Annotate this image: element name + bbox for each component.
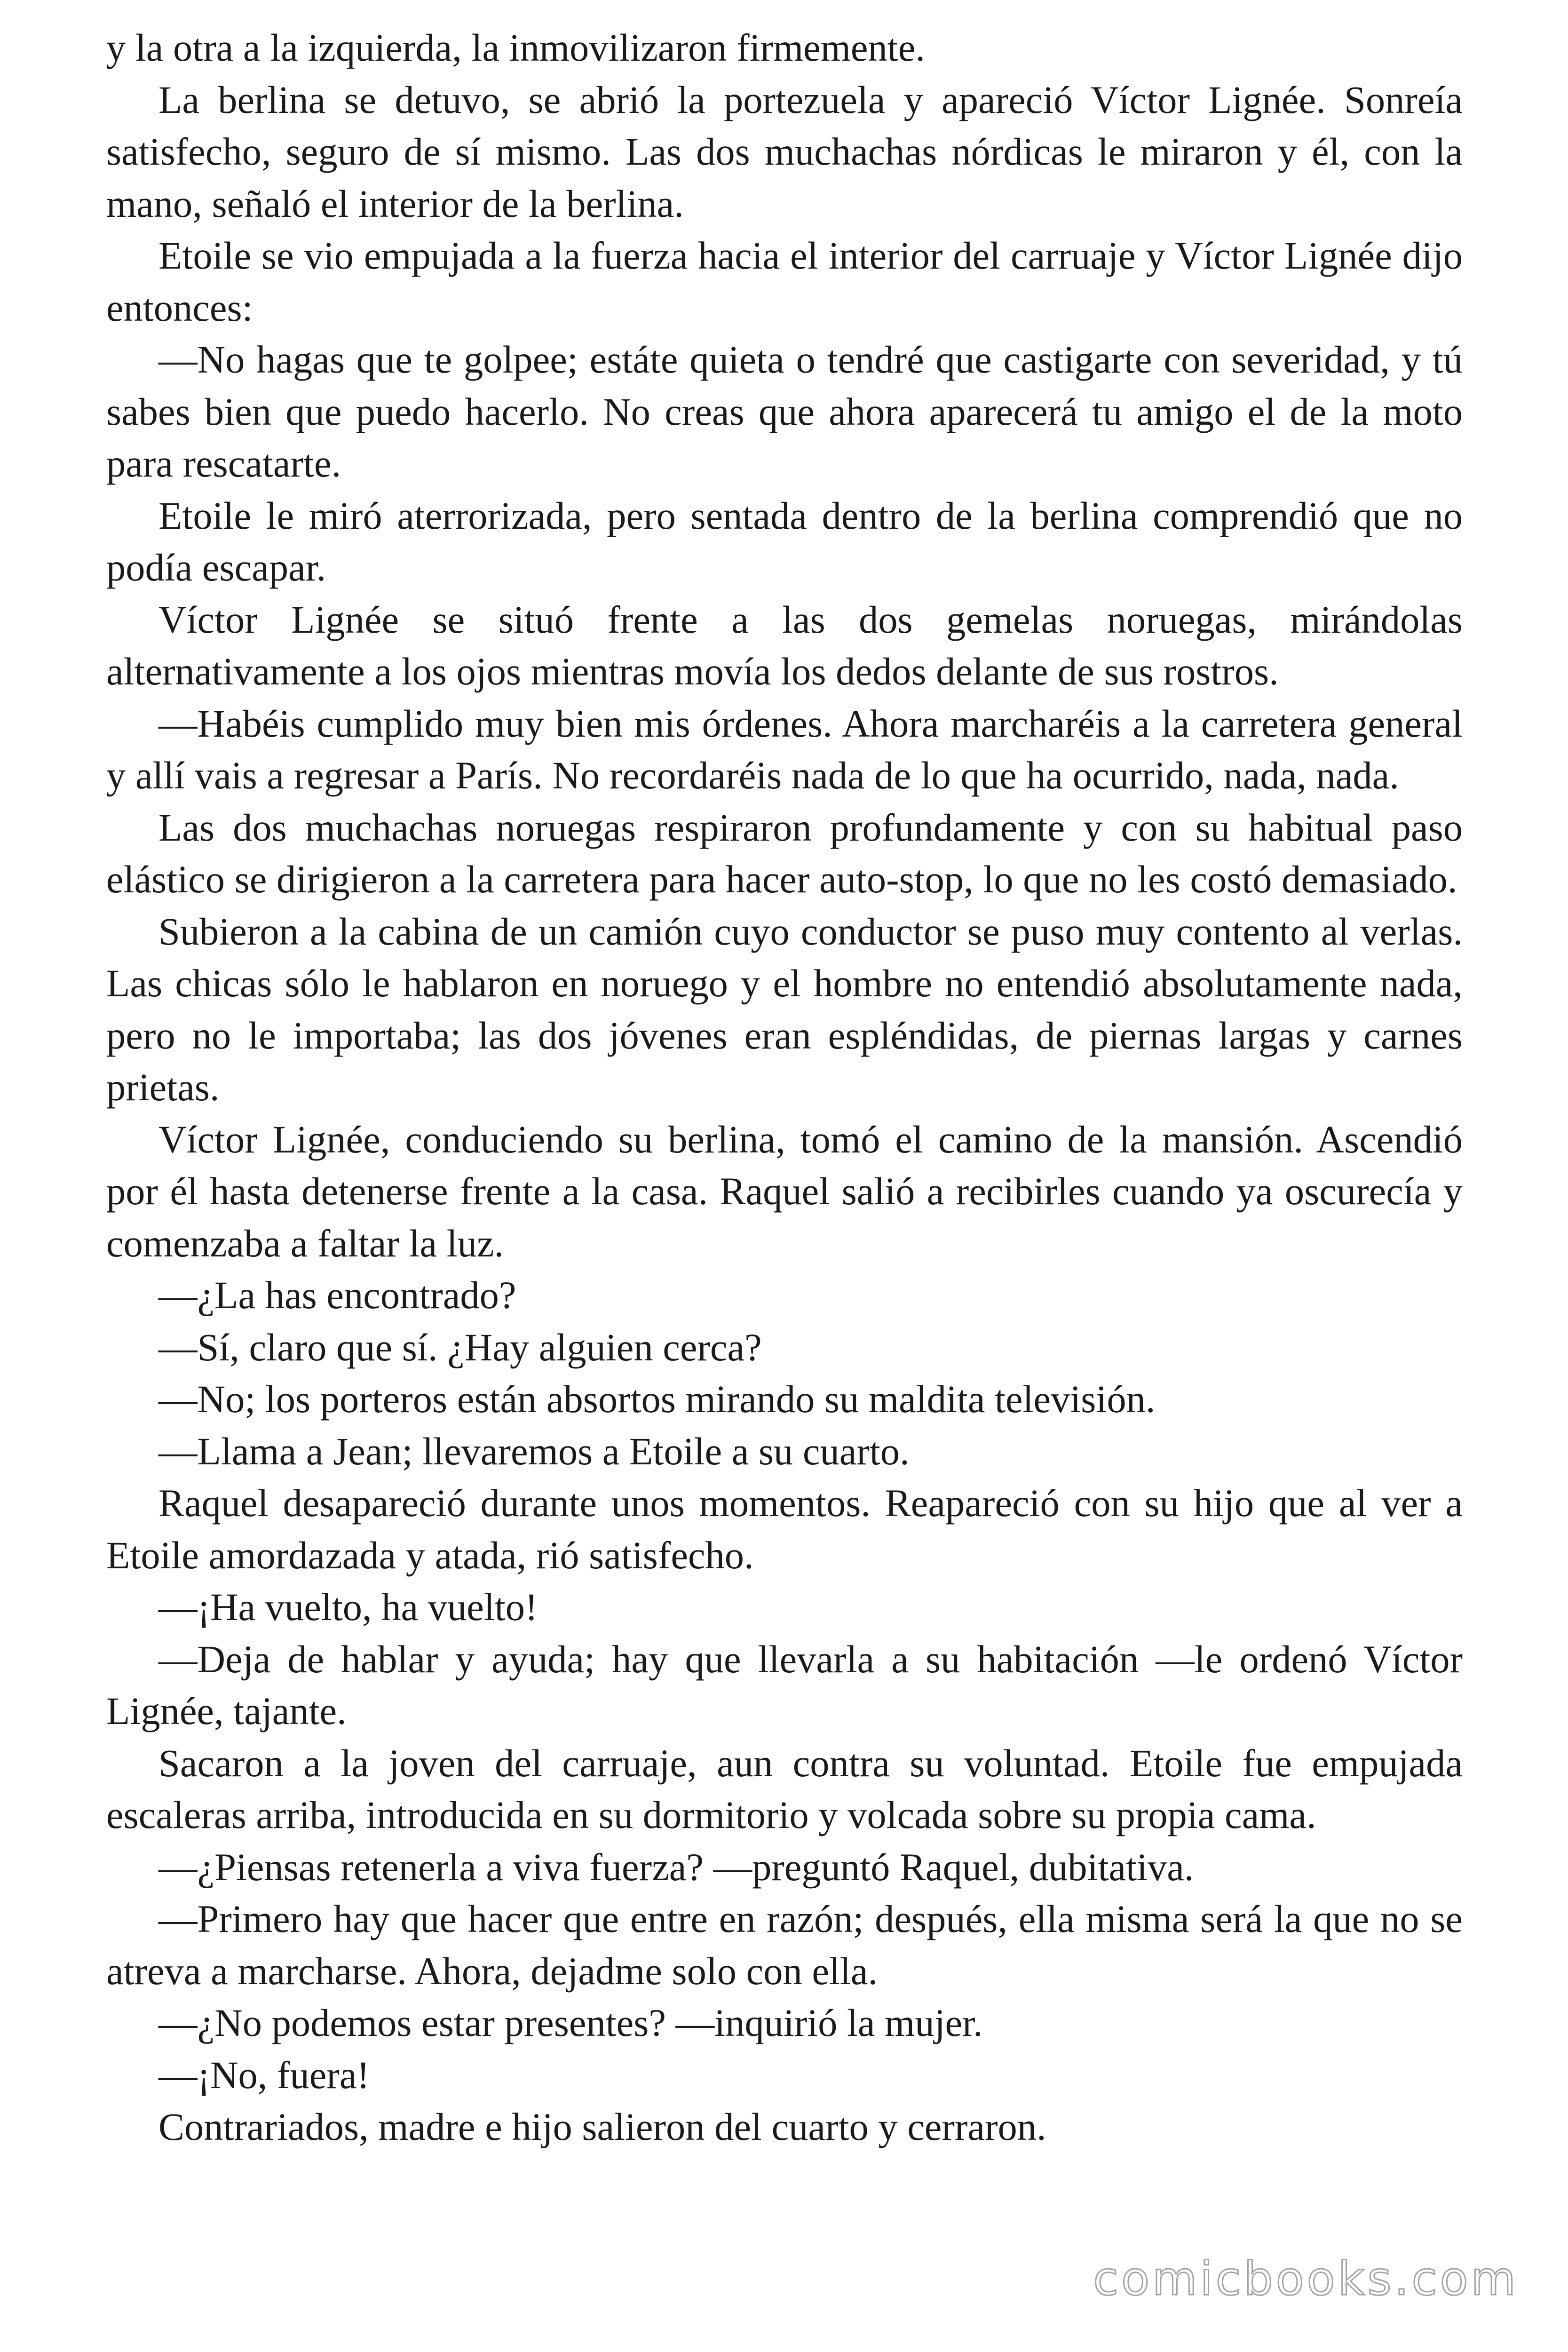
dialogue-line: —No; los porteros están absortos mirando su maldita televisión.	[158, 1377, 1156, 1421]
paragraph: Contrariados, madre e hijo salieron del cuarto y cerraron.	[158, 2105, 1046, 2148]
dialogue-line: —¡No, fuera!	[158, 2053, 370, 2097]
paragraph: Víctor Lignée se situó frente a las dos gemelas noruegas, mirándolas alternativamente a los ojos mientras movía los dedos delante de sus rostros.	[106, 597, 1463, 693]
dialogue-line: —Sí, claro que sí. ¿Hay alguien cerca?	[158, 1325, 762, 1369]
book-page-text	[106, 22, 1463, 2153]
paragraph: Etoile le miró aterrorizada, pero sentada dentro de la berlina comprendió que no podía escapar.	[106, 493, 1463, 589]
paragraph: Las dos muchachas noruegas respiraron profundamente y con su habitual paso elástico se dirigieron a la carretera para hacer auto-stop, lo que no les costó demasiado.	[106, 805, 1463, 901]
paragraph: y la otra a la izquierda, la inmovilizaron firmemente.	[106, 26, 925, 69]
dialogue-line: —¡Ha vuelto, ha vuelto!	[158, 1585, 538, 1629]
dialogue-line: —Llama a Jean; llevaremos a Etoile a su cuarto.	[158, 1429, 910, 1473]
paragraph: Víctor Lignée, conduciendo su berlina, tomó el camino de la mansión. Ascendió por él hasta detenerse frente a la casa. Raquel salió a recibirles cuando ya oscurecía y comenzaba a faltar la luz.	[106, 1117, 1463, 1265]
dialogue-line: —¿No podemos estar presentes? —inquirió la mujer.	[158, 2001, 983, 2044]
dialogue-line: —Deja de hablar y ayuda; hay que llevarla a su habitación —le ordenó Víctor Lignée, tajante.	[106, 1637, 1463, 1732]
dialogue-line: —Primero hay que hacer que entre en razón; después, ella misma será la que no se atreva a marcharse. Ahora, dejadme solo con ella.	[106, 1897, 1463, 1993]
dialogue-line: —No hagas que te golpee; estáte quieta o tendré que castigarte con severidad, y tú sabes bien que puedo hacerlo. No creas que ahora aparecerá tu amigo el de la moto para rescatarte.	[106, 338, 1463, 485]
paragraph: Sacaron a la joven del carruaje, aun contra su voluntad. Etoile fue empujada escaleras arriba, introducida en su dormitorio y volcada sobre su propia cama.	[106, 1741, 1463, 1836]
paragraph: Etoile se vio empujada a la fuerza hacia el interior del carruaje y Víctor Lignée dijo entonces:	[106, 234, 1463, 329]
dialogue-line: —¿La has encontrado?	[158, 1273, 516, 1317]
dialogue-line: —Habéis cumplido muy bien mis órdenes. Ahora marcharéis a la carretera general y allí vais a regresar a París. No recordaréis nada de lo que ha ocurrido, nada, nada.	[106, 701, 1463, 797]
watermark: comicbooks.com	[1093, 2252, 1519, 2306]
paragraph: La berlina se detuvo, se abrió la portezuela y apareció Víctor Lignée. Sonreía satisfecho, seguro de sí mismo. Las dos muchachas nórdicas le miraron y él, con la mano, señaló el interior de la berlina.	[106, 78, 1463, 225]
paragraph: Raquel desapareció durante unos momentos. Reapareció con su hijo que al ver a Etoile amordazada y atada, rió satisfecho.	[106, 1481, 1463, 1577]
paragraph: Subieron a la cabina de un camión cuyo conductor se puso muy contento al verlas. Las chicas sólo le hablaron en noruego y el hombre no entendió absolutamente nada, pero no le importaba; las dos jóvenes eran espléndidas, de piernas largas y carnes prietas.	[106, 909, 1463, 1109]
dialogue-line: —¿Piensas retenerla a viva fuerza? —preguntó Raquel, dubitativa.	[158, 1845, 1194, 1889]
